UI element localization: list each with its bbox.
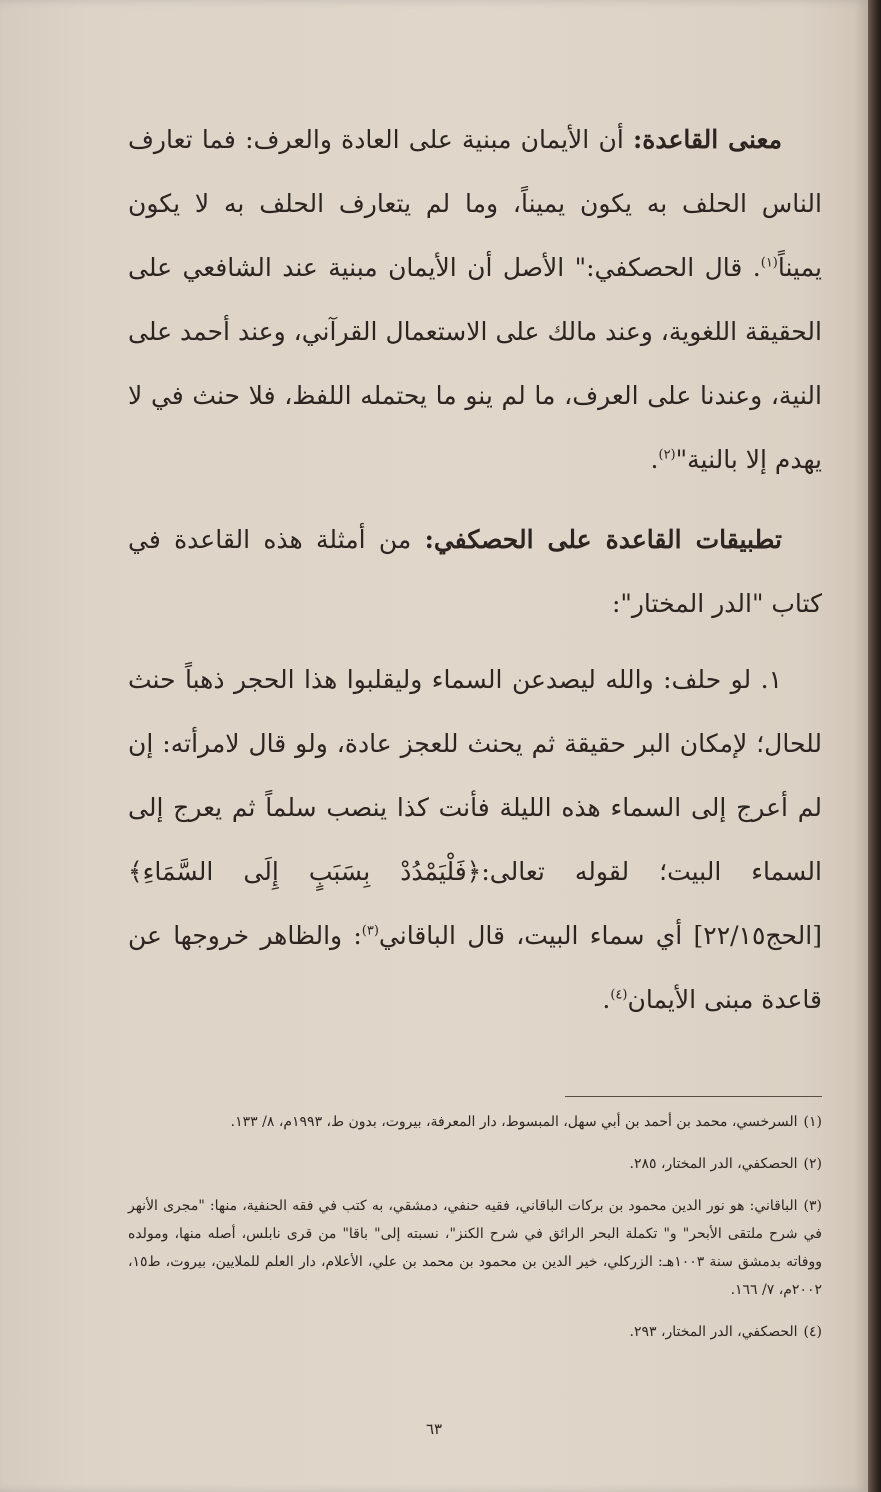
footnote-number: (٤) — [803, 1324, 822, 1340]
footnote-text: السرخسي، محمد بن أحمد بن أبي سهل، المبسوط، دار المعرفة، بيروت، بدون ط، ١٩٩٣م، ٨/ ١٣٣. — [230, 1114, 798, 1130]
footnote-ref-1[interactable]: (١) — [760, 255, 778, 271]
footnote-text: الحصكفي، الدر المختار، ٢٩٣. — [629, 1324, 798, 1340]
paragraph-rule-meaning — [128, 108, 822, 492]
footnotes-list — [128, 1108, 822, 1360]
footnote-number: (٢) — [803, 1156, 822, 1172]
paragraph-1-text — [128, 108, 822, 492]
footnote-item — [128, 1108, 822, 1136]
paragraph-1-text-c: . — [650, 445, 659, 474]
paragraph-applications — [128, 508, 822, 636]
footnote-number: (٣) — [803, 1198, 822, 1214]
footnote-number: (١) — [803, 1114, 822, 1130]
paragraph-1-text-b: . قال الحصكفي:" الأصل أن الأيمان مبنية عند الشافعي على الحقيقة اللغوية، وعند مالك على الاستعمال القرآني، وعند أحمد على النية، وعندنا على العرف، ما لم ينو ما يحتمله اللفظ، فلا حنث في لا يهدم إلا بالنية" — [128, 253, 822, 474]
footnote-ref-4[interactable]: (٤) — [610, 987, 628, 1003]
paragraph-3-text-b: : والظاهر خروجها عن قاعدة مبنى الأيمان — [128, 921, 822, 1014]
footnote-ref-3[interactable]: (٣) — [361, 923, 379, 939]
rule-meaning-heading: معنى القاعدة: — [633, 125, 782, 154]
paragraph-2-body: من أمثلة هذه القاعدة في كتاب "الدر المختار": — [128, 525, 822, 618]
paragraph-1-text-a: أن الأيمان مبنية على العادة والعرف: فما تعارف الناس الحلف به يكون يميناً، وما لم يتعارف الحلف به لا يكون يميناً — [128, 125, 822, 282]
paragraph-example-1 — [128, 648, 822, 1032]
paragraph-3-text-a: ١. لو حلف: والله ليصدعن السماء وليقلبوا هذا الحجر ذهباً حنث للحال؛ لإمكان البر حقيقة ثم يحنث للعجز عادة، ولو قال لامرأته: إن لم أعرج إلى السماء هذه الليلة فأنت كذا ينصب سلماً ثم يعرج إلى السماء البيت؛ لقوله تعالى:﴿فَلْيَمْدُدْ بِسَبَبٍ إِلَى السَّمَاءِ﴾ [الحج٢٢/١٥] أي سماء البيت، قال الباقاني — [128, 665, 822, 950]
paragraph-3-text — [128, 648, 822, 1032]
paragraph-2-text — [128, 508, 822, 636]
footnote-item — [128, 1150, 822, 1178]
footnote-ref-2[interactable]: (٢) — [658, 447, 676, 463]
book-spine-edge — [868, 0, 881, 1492]
paragraph-3-text-c: . — [602, 985, 611, 1014]
footnote-divider — [565, 1096, 822, 1097]
footnote-item — [128, 1318, 822, 1346]
footnote-text: الباقاني: هو نور الدين محمود بن بركات الباقاني، فقيه حنفي، دمشقي، به كتب في فقه الحنفية، منها: "مجرى الأنهر في شرح ملتقى الأبحر" و" تكملة البحر الرائق في شرح الكنز"، نسبته إلى" باقا" من قرى نابلس، أصله منها، ومولده ووفاته بدمشق سنة ١٠٠٣هـ: الزركلي، خير الدين بن محمود بن محمد بن علي، الأعلام، دار العلم للملايين، بيروت، ط١٥، ٢٠٠٢م، ٧/ ١٦٦. — [128, 1198, 822, 1298]
applications-heading: تطبيقات القاعدة على الحصكفي: — [424, 525, 782, 554]
page-number: ٦٣ — [425, 1420, 443, 1438]
footnote-item — [128, 1192, 822, 1304]
footnote-text: الحصكفي، الدر المختار، ٢٨٥. — [629, 1156, 798, 1172]
